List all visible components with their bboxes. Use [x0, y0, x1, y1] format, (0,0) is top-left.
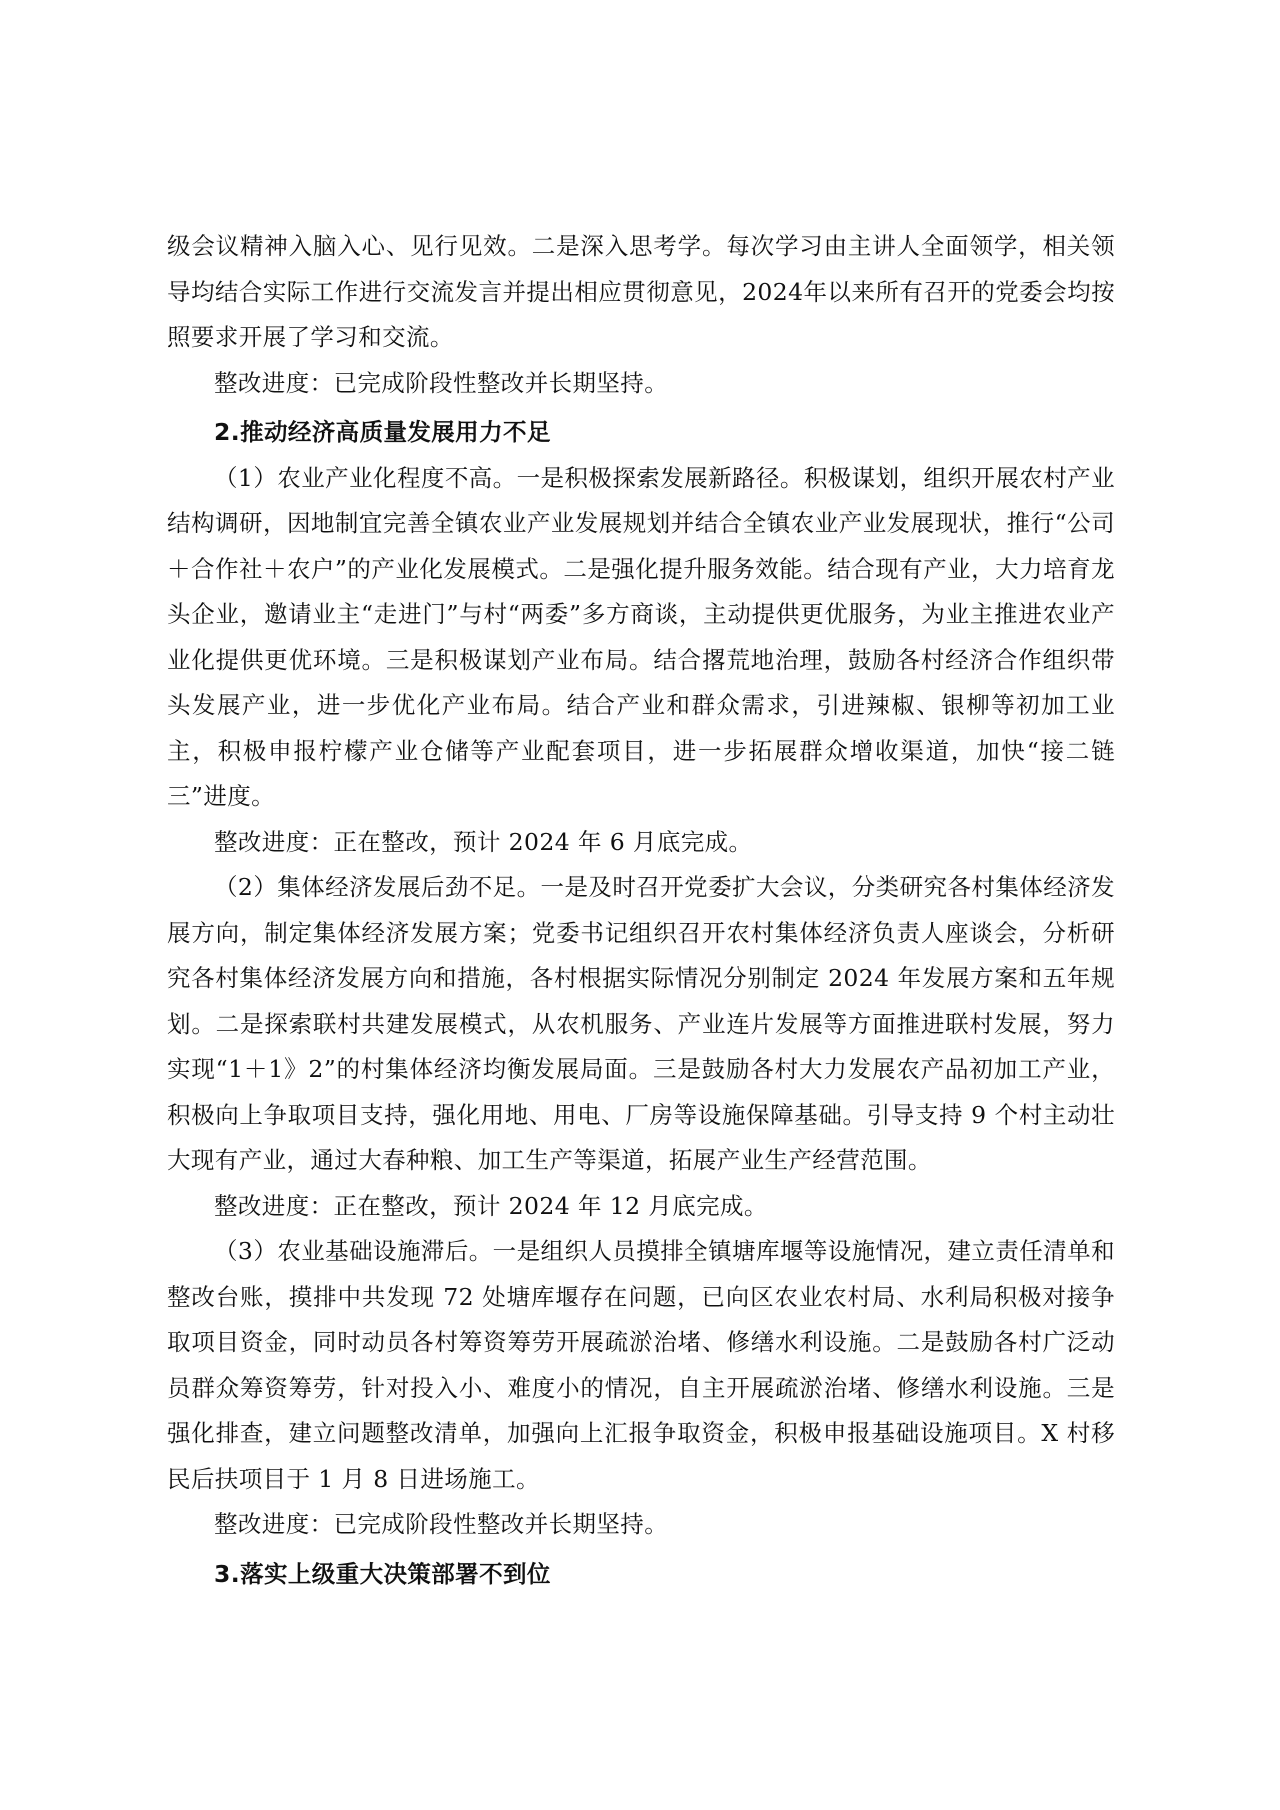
paragraph-agri-industrialization: （1）农业产业化程度不高。一是积极探索发展新路径。积极谋划，组织开展农村产业结构调研，因地制宜完善全镇农业产业发展规划并结合全镇农业产业发展现状，推行“公司＋合作社＋农户”的产业化发展模式。二是强化提升服务效能。结合现有产业，大力培育龙头企业，邀请业主“走进门”与村“两委”多方商谈，主动提供更优服务，为业主推进农业产业化提供更优环境。三是积极谋划产业布局。结合撂荒地治理，鼓励各村经济合作组织带头发展产业，进一步优化产业布局。结合产业和群众需求，引进辣椒、银柳等初加工业主，积极申报柠檬产业仓储等产业配套项目，进一步拓展群众增收渠道，加快“接二链三”进度。 [167, 463, 1115, 810]
progress-note-4: 整改进度：已完成阶段性整改并长期坚持。 [214, 1510, 669, 1538]
progress-note-2: 整改进度：正在整改，预计 2024 年 6 月底完成。 [214, 827, 753, 856]
paragraph-collective-economy: （2）集体经济发展后劲不足。一是及时召开党委扩大会议，分类研究各村集体经济发展方向，制定集体经济发展方案；党委书记组织召开农村集体经济负责人座谈会，分析研究各村集体经济发展方向和措施，各村根据实际情况分别制定 2024 年发展方案和五年规划。二是探索联村共建发展模式，从农机服务、产业连片发展等方面推进联村发展，努力实现“1＋1》2”的村集体经济均衡发展局面。三是鼓励各村大力发展农产品初加工产业，积极向上争取项目支持，强化用地、用电、厂房等设施保障基础。引导支持 9 个村主动壮大现有产业，通过大春种粮、加工生产等渠道，拓展产业生产经营范围。 [167, 873, 1115, 1174]
progress-note-3: 整改进度：正在整改，预计 2024 年 12 月底完成。 [214, 1191, 768, 1220]
document-body [167, 224, 1115, 1597]
section-heading-economy: 2.推动经济高质量发展用力不足 [214, 418, 551, 446]
progress-note-1: 整改进度：已完成阶段性整改并长期坚持。 [214, 368, 669, 397]
paragraph-continued-study: 级会议精神入脑入心、见行见效。二是深入思考学。每次学习由主讲人全面领学，相关领导均结合实际工作进行交流发言并提出相应贯彻意见，2024年以来所有召开的党委会均按照要求开展了学习和交流。 [167, 232, 1115, 351]
paragraph-agri-infrastructure: （3）农业基础设施滞后。一是组织人员摸排全镇塘库堰等设施情况，建立责任清单和整改台账，摸排中共发现 72 处塘库堰存在问题，已向区农业农村局、水利局积极对接争取项目资金，同时动员各村筹资筹劳开展疏淤治堵、修缮水利设施。二是鼓励各村广泛动员群众筹资筹劳，针对投入小、难度小的情况，自主开展疏淤治堵、修缮水利设施。三是强化排查，建立问题整改清单，加强向上汇报争取资金，积极申报基础设施项目。X 村移民后扶项目于 1 月 8 日进场施工。 [167, 1237, 1115, 1493]
section-heading-decisions: 3.落实上级重大决策部署不到位 [214, 1559, 551, 1588]
